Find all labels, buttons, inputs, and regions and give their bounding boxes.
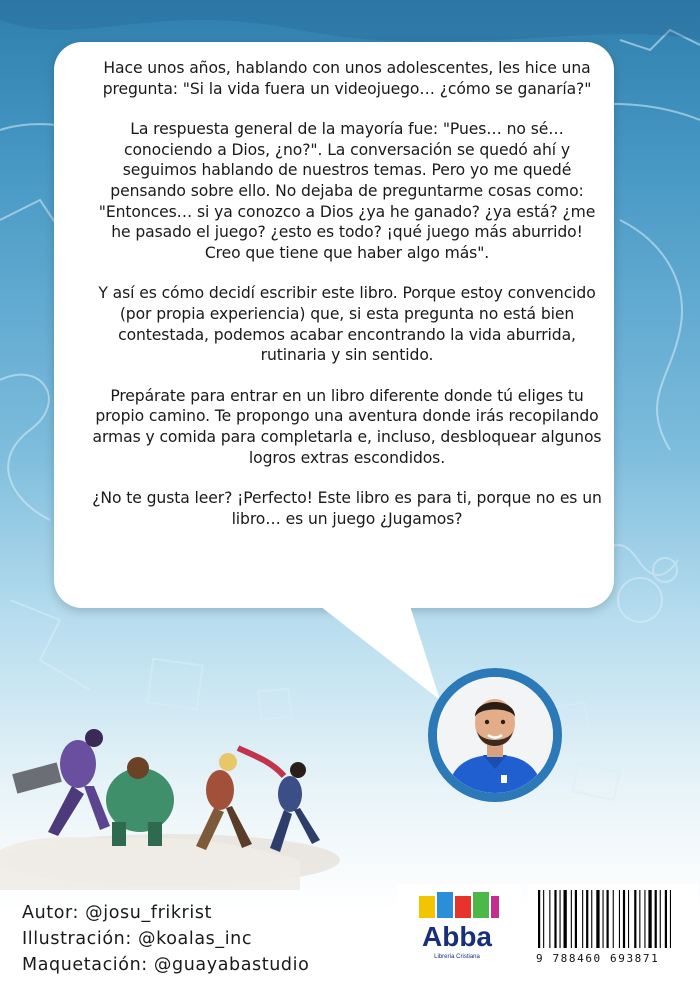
isbn-barcode: [528, 884, 698, 972]
barcode-digits: 9 788460 693871: [536, 952, 660, 965]
credit-author: Autor: @josu_frikrist: [22, 903, 212, 923]
paragraph-adventure: Prepárate para entrar en un libro diferente donde tú eliges tu propio camino. Te propongo una aventura donde irás recopilando armas y comida para completarla e, incluso, desbloquear algunos logros extras escondidos.: [92, 386, 602, 467]
author-photo: [437, 677, 553, 793]
red-scarf-runner-character: [238, 748, 320, 852]
logo-subtext: Librería Cristiana: [434, 954, 480, 960]
paragraph-answer: La respuesta general de la mayoría fue: "Pues… no sé… conociendo a Dios, ¿no?". La conversación se quedó ahí y seguimos hablando de nuestros temas. Pero yo me quedé pensando sobre ello. No dejaba de preguntarme cosas como: "Entonces… si ya conozco a Dios ¿ya he ganado? ¿ya está? ¿me he pasado el juego? ¿esto es todo? ¡qué juego más aburrido! Creo que tiene que haber algo más".: [98, 120, 596, 262]
green-big-character: [106, 757, 174, 846]
publisher-logo: [397, 884, 521, 972]
abba-logo-icon: [397, 884, 521, 972]
paragraph-closing: ¿No te gusta leer? ¡Perfecto! Este libro es para ti, porque no es un libro… es un juego ¿Jugamos?: [92, 489, 602, 528]
barcode-icon: [528, 884, 698, 950]
running-characters-illustration: [0, 690, 340, 890]
logo-wordmark: Abba: [422, 921, 492, 952]
credit-illustration: Illustración: @koalas_inc: [22, 929, 253, 949]
back-cover-text: [92, 58, 602, 549]
paragraph-decision: Y así es cómo decidí escribir este libro. Porque estoy convencido (por propia experiencia) que, si esta pregunta no está bien contestada, podemos acabar encontrando la vida aburrida, rutinaria y sin sentido.: [98, 284, 596, 365]
paragraph-intro: Hace unos años, hablando con unos adolescentes, les hice una pregunta: "Si la vida fuera un videojuego… ¿cómo se ganaría?": [102, 59, 592, 98]
warrior-purple-character: [12, 729, 110, 836]
credit-layout: Maquetación: @guayabastudio: [22, 955, 310, 975]
author-avatar: [437, 677, 553, 793]
credits: [22, 900, 382, 978]
